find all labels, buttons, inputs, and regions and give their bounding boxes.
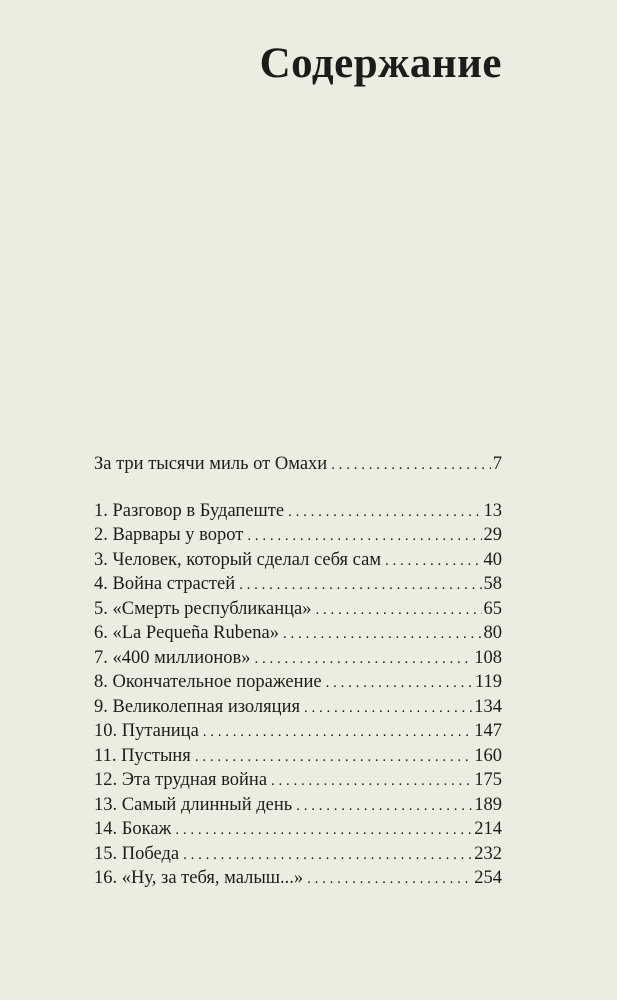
toc-entry [94,842,502,867]
toc-entry [94,866,502,891]
dot-leader [183,843,472,867]
toc-page-number: 58 [483,574,502,594]
toc-entry-title: 7. «400 миллионов» [94,647,251,668]
toc-entry-title: 5. «Смерть республиканца» [94,598,312,619]
dot-leader [331,453,491,477]
toc-entry [94,499,502,524]
toc-page-number: 40 [483,549,502,570]
toc-page-number: 7 [492,454,502,474]
table-of-contents [94,452,502,891]
toc-page-number: 175 [474,770,502,790]
toc-entry-title: 9. Великолепная изоляция [94,696,300,717]
dot-leader [296,794,472,818]
toc-page-number: 29 [483,525,502,545]
toc-entry [94,744,502,769]
dot-leader [283,622,482,646]
toc-entry-title: 8. Окончательное поражение [94,672,322,692]
toc-page-number: 254 [474,868,502,888]
dot-leader [315,598,481,622]
toc-entry-title: 15. Победа [94,843,180,864]
dot-leader [254,647,472,671]
toc-page-number: 147 [474,721,502,741]
toc-page-number: 13 [483,500,502,521]
toc-page-number: 214 [474,819,502,839]
toc-entry [94,597,502,622]
toc-page-number: 108 [474,647,502,668]
toc-entry [94,523,502,548]
dot-leader [195,745,472,769]
dot-leader [175,818,472,842]
dot-leader [271,769,472,793]
toc-entry-title: 11. Пустыня [94,745,191,766]
dot-leader [304,696,472,720]
toc-entry [94,572,502,597]
toc-page-number: 65 [483,598,502,619]
toc-entry-title: 2. Варвары у ворот [94,525,244,545]
toc-entry-title: 12. Эта трудная война [94,770,268,790]
toc-entry-title: 14. Бокаж [94,819,172,839]
toc-entry-title: 3. Человек, который сделал себя сам [94,549,382,570]
toc-entry [94,768,502,793]
toc-entry [94,793,502,818]
toc-entry-title: 10. Путаница [94,721,199,741]
toc-entry-title: 1. Разговор в Будапеште [94,500,285,521]
toc-entry [94,621,502,646]
toc-page-number: 80 [483,623,502,643]
toc-entry-title: 4. Война страстей [94,574,236,594]
dot-leader [307,867,472,891]
toc-entry-title: 13. Самый длинный день [94,794,293,815]
toc-page-number: 119 [474,672,502,692]
toc-entry-intro [94,452,502,477]
toc-page-number: 189 [474,794,502,815]
toc-entry-title: За три тысячи миль от Омахи [94,454,328,474]
toc-entry [94,817,502,842]
toc-entry [94,670,502,695]
chapter-list [94,499,502,891]
dot-leader [326,671,473,695]
dot-leader [247,524,481,548]
toc-entry [94,719,502,744]
dot-leader [203,720,472,744]
page-title: Содержание [259,40,502,87]
toc-entry-title: 6. «La Pequeña Rubena» [94,623,279,643]
dot-leader [288,500,481,524]
dot-leader [385,549,481,573]
toc-page-number: 160 [474,745,502,766]
toc-entry [94,646,502,671]
dot-leader [239,573,481,597]
toc-page-number: 232 [474,843,502,864]
toc-page-number: 134 [474,696,502,717]
toc-entry [94,548,502,573]
toc-entry [94,695,502,720]
toc-entry-title: 16. «Ну, за тебя, малыш...» [94,868,304,888]
